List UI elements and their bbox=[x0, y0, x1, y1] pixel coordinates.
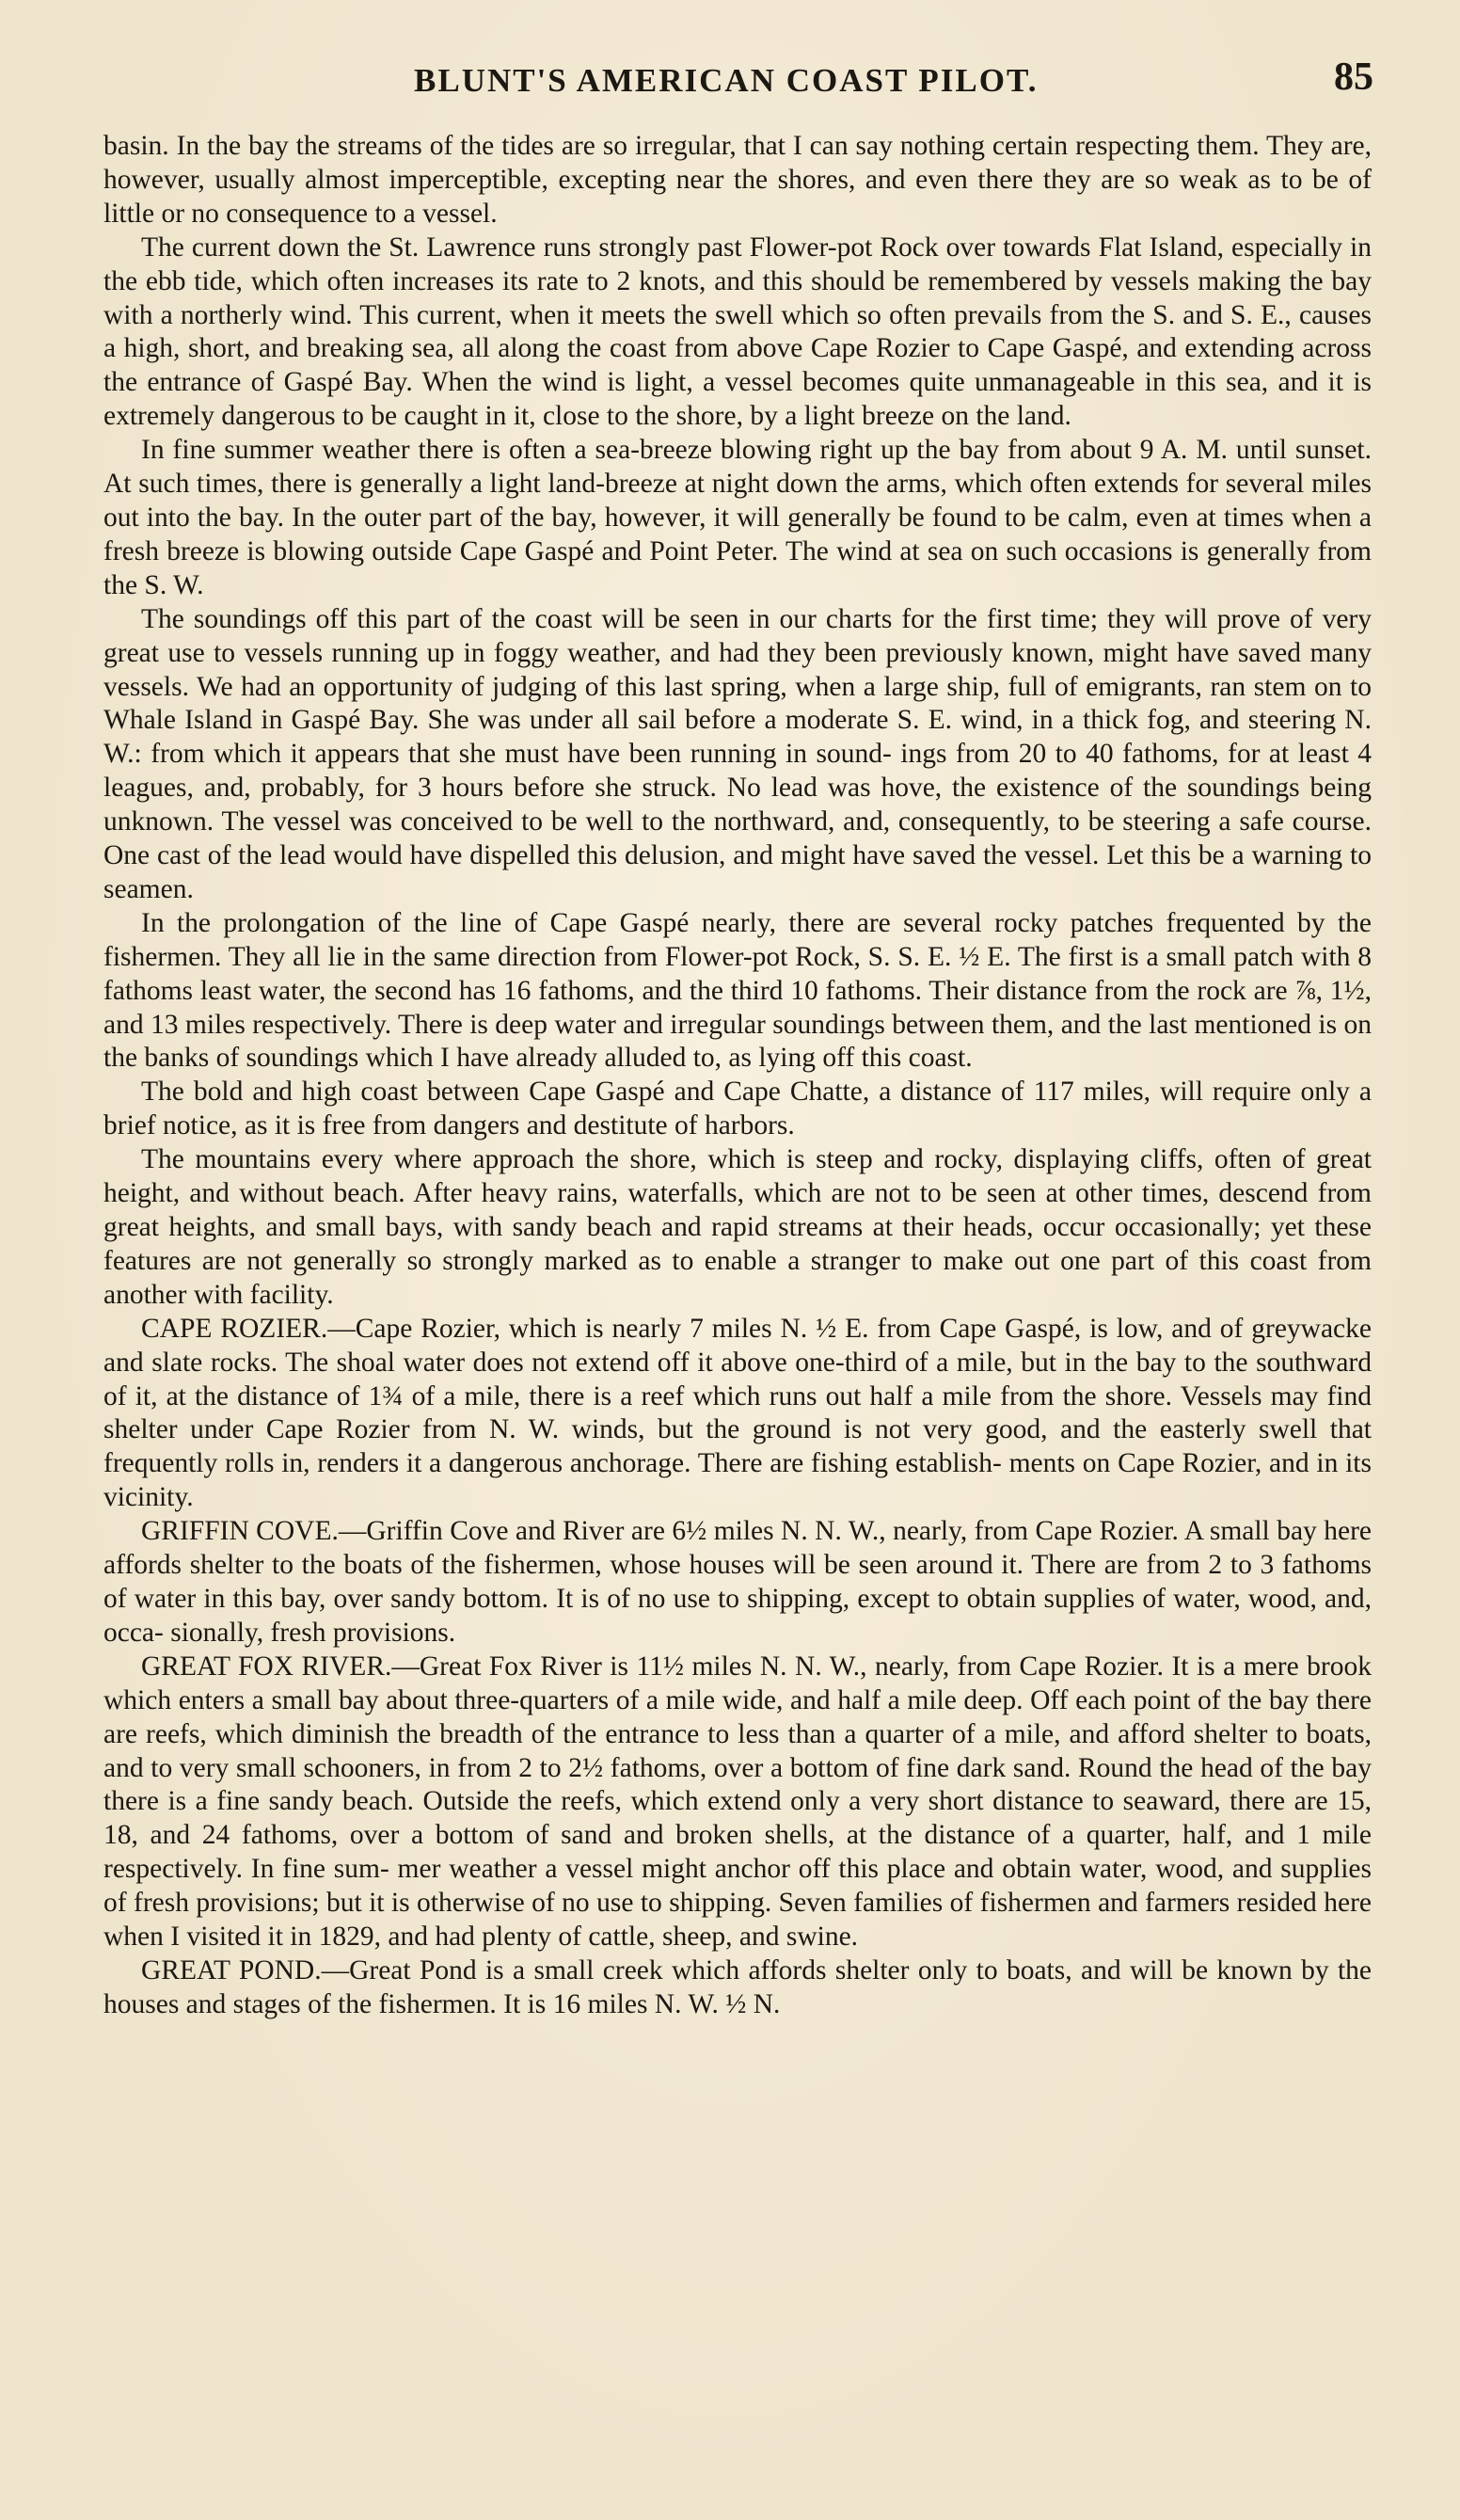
page-header bbox=[103, 55, 1373, 111]
body-text bbox=[103, 130, 1372, 2022]
page-number: 85 bbox=[1334, 56, 1373, 99]
paragraph-griffin-cove: GRIFFIN COVE.—Griffin Cove and River are 6½ miles N. N. W., nearly, from Cape Rozier. A small bay here affords shelter to the boats of the fishermen, whose houses will be seen around it. There are from 2 to 3 fathoms of water in this bay, over sandy bottom. It is of no use to shipping, except to obtain supplies of water, wood, and, occa- sionally, fresh provisions. bbox=[103, 1516, 1372, 1648]
paragraph: The bold and high coast between Cape Gaspé and Cape Chatte, a distance of 117 miles, will require only a brief notice, as it is free from dangers and destitute of harbors. bbox=[103, 1077, 1372, 1141]
paragraph: In fine summer weather there is often a sea-breeze blowing right up the bay from about 9 A. M. until sunset. At such times, there is generally a light land-breeze at night down the arms, which often extends for several miles out into the bay. In the outer part of the bay, however, it will generally be found to be calm, even at times when a fresh breeze is blowing outside Cape Gaspé and Point Peter. The wind at sea on such occasions is generally from the S. W. bbox=[103, 435, 1372, 600]
paragraph-great-fox-river: GREAT FOX RIVER.—Great Fox River is 11½ miles N. N. W., nearly, from Cape Rozier. It is a mere brook which enters a small bay about three-quarters of a mile wide, and half a mile deep. Off each point of the bay there are reefs, which diminish the breadth of the entrance to less than a quarter of a mile, and afford shelter to boats, and to very small schooners, in from 2 to 2½ fathoms, over a bottom of fine dark sand. Round the head of the bay there is a fine sandy beach. Outside the reefs, which extend only a very short distance to seaward, there are 15, 18, and 24 fathoms, over a bottom of sand and broken shells, at the distance of a quarter, half, and 1 mile respectively. In fine sum- mer weather a vessel might anchor off this place and obtain water, wood, and supplies of fresh provisions; but it is otherwise of no use to shipping. Seven families of fishermen and farmers resided here when I visited it in 1829, and had plenty of cattle, sheep, and swine. bbox=[103, 1651, 1372, 1953]
running-head: BLUNT'S AMERICAN COAST PILOT. bbox=[414, 62, 1039, 99]
paragraph-great-pond: GREAT POND.—Great Pond is a small creek which affords shelter only to boats, and will be known by the houses and stages of the fishermen. It is 16 miles N. W. ½ N. bbox=[103, 1954, 1372, 2019]
paragraph: basin. In the bay the streams of the tides are so irregular, that I can say nothing certain respecting them. They are, however, usually almost imperceptible, excepting near the shores, and even there they are so weak as to be of little or no consequence to a vessel. bbox=[103, 131, 1372, 229]
paragraph: The soundings off this part of the coast will be seen in our charts for the first time; they will prove of very great use to vessels running up in foggy weather, and had they been previously known, might have saved many vessels. We had an opportunity of judging of this last spring, when a large ship, full of emigrants, ran stem on to Whale Island in Gaspé Bay. She was under all sail before a moderate S. E. wind, in a thick fog, and steering N. W.: from which it appears that she must have been running in sound- ings from 20 to 40 fathoms, for at least 4 leagues, and, probably, for 3 hours before she struck. No lead was hove, the existence of the soundings being unknown. The vessel was conceived to be well to the northward, and, consequently, to be steering a safe course. One cast of the lead would have dispelled this delusion, and might have saved the vessel. Let this be a warning to seamen. bbox=[103, 603, 1372, 904]
paragraph: In the prolongation of the line of Cape Gaspé nearly, there are several rocky patches frequented by the fishermen. They all lie in the same direction from Flower-pot Rock, S. S. E. ½ E. The first is a small patch with 8 fathoms least water, the second has 16 fathoms, and the third 10 fathoms. Their distance from the rock are ⅞, 1½, and 13 miles respectively. There is deep water and irregular soundings between them, and the last mentioned is on the banks of soundings which I have already alluded to, as lying off this coast. bbox=[103, 907, 1372, 1074]
paragraph-cape-rozier: CAPE ROZIER.—Cape Rozier, which is nearly 7 miles N. ½ E. from Cape Gaspé, is low, and of greywacke and slate rocks. The shoal water does not extend off it above one-third of a mile, but in the bay to the southward of it, at the distance of 1¾ of a mile, there is a reef which runs out half a mile from the shore. Vessels may find shelter under Cape Rozier from N. W. winds, but the ground is not very good, and the easterly swell that frequently rolls in, renders it a dangerous anchorage. There are fishing establish- ments on Cape Rozier, and in its vicinity. bbox=[103, 1313, 1372, 1513]
paragraph: The current down the St. Lawrence runs strongly past Flower-pot Rock over towards Flat Island, especially in the ebb tide, which often increases its rate to 2 knots, and this should be remembered by vessels making the bay with a northerly wind. This current, when it meets the swell which so often prevails from the S. and S. E., causes a high, short, and breaking sea, all along the coast from above Cape Rozier to Cape Gaspé, and extending across the entrance of Gaspé Bay. When the wind is light, a vessel becomes quite unmanageable in this sea, and it is extremely dangerous to be caught in it, close to the shore, by a light breeze on the land. bbox=[103, 231, 1372, 432]
paragraph: The mountains every where approach the shore, which is steep and rocky, displaying cliffs, often of great height, and without beach. After heavy rains, waterfalls, which are not to be seen at other times, descend from great heights, and small bays, with sandy beach and rapid streams at their heads, occur occasionally; yet these features are not generally so strongly marked as to enable a stranger to make out one part of this coast from another with facility. bbox=[103, 1144, 1372, 1310]
